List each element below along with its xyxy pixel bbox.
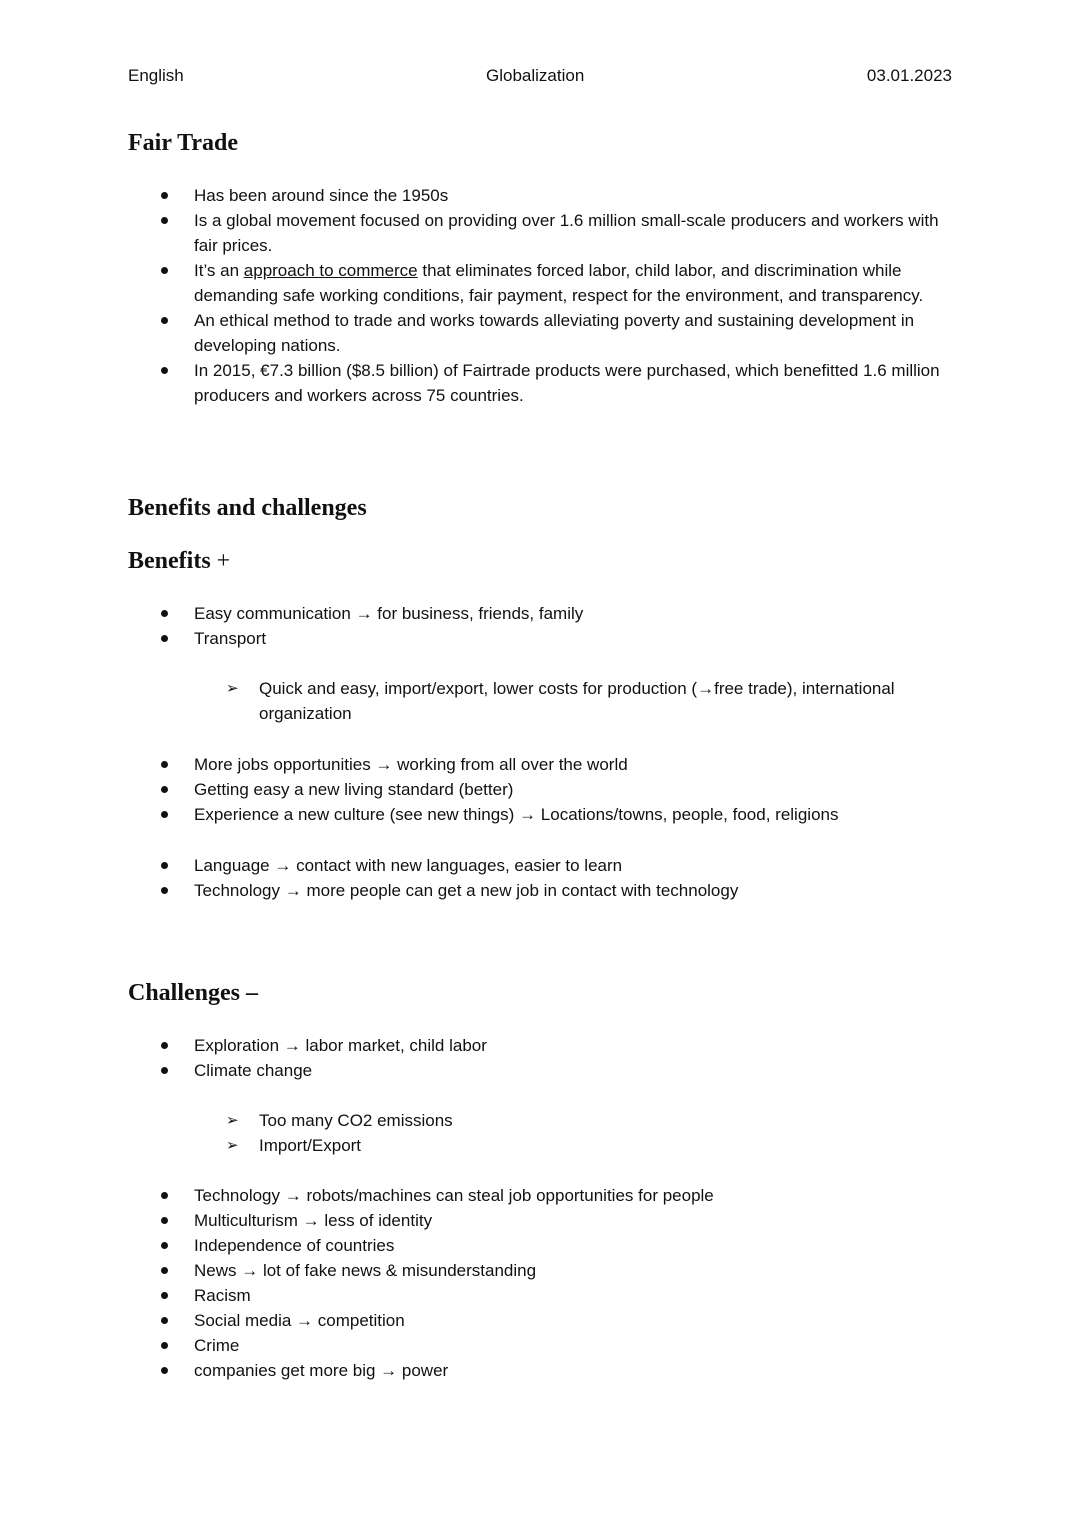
challenges-heading [128,979,258,1007]
minus-symbol: – [246,980,259,1006]
list-item: Multiculturism → less of identity [128,1208,958,1233]
list-item: An ethical method to trade and works towards alleviating poverty and sustaining development in developing nations. [128,308,958,358]
challenges-list-2 [128,1183,958,1383]
benefits-list-1 [128,601,958,651]
header-topic: Globalization [486,66,585,85]
header-date: 03.01.2023 [866,66,952,85]
list-item: Has been around since the 1950s [128,183,958,208]
list-item: Language → contact with new languages, easier to learn [128,853,958,878]
sub-list-item: ➢ Import/Export [226,1133,926,1158]
fair-trade-heading: Fair Trade [128,130,238,156]
list-item: Experience a new culture (see new things) → Locations/towns, people, food, religions [128,802,958,827]
list-item: companies get more big → power [128,1358,958,1383]
list-item: Easy communication → for business, friends, family [128,601,958,626]
list-item: Independence of countries [128,1233,958,1258]
list-item: Technology → more people can get a new job in contact with technology [128,878,958,903]
benefits-list-3 [128,853,958,903]
list-item: Racism [128,1283,958,1308]
list-item: Technology → robots/machines can steal job opportunities for people [128,1183,958,1208]
list-item [128,258,958,308]
list-item: Transport [128,626,958,651]
sub-list-item: ➢ Quick and easy, import/export, lower costs for production (→free trade), international organization [226,676,926,726]
list-item: Exploration → labor market, child labor [128,1033,958,1058]
list-item: Getting easy a new living standard (better) [128,777,958,802]
benefits-list-2 [128,752,958,827]
fair-trade-list [128,183,958,408]
item-text: It’s an [194,261,244,280]
plus-symbol: + [216,548,231,574]
transport-sublist [226,676,926,726]
list-item: More jobs opportunities → working from all over the world [128,752,958,777]
list-item: Social media → competition [128,1308,958,1333]
approach-to-commerce-link[interactable]: approach to commerce [243,261,418,280]
challenges-heading-text: Challenges [128,980,241,1006]
list-item: Is a global movement focused on providing over 1.6 million small-scale producers and workers with fair prices. [128,208,958,258]
benefits-challenges-heading: Benefits and challenges [128,495,367,521]
list-item: News → lot of fake news & misunderstanding [128,1258,958,1283]
sub-list-item: ➢ Too many CO2 emissions [226,1108,926,1133]
benefits-heading [128,547,230,575]
item-text: that eliminates forced labor, child labor, and discrimination while demanding safe working conditions, fair payment, respect for the environment, and transparency. [194,261,924,305]
challenges-list-1 [128,1033,958,1083]
list-item: Crime [128,1333,958,1358]
header-subject: English [128,66,184,85]
climate-change-sublist [226,1108,926,1158]
list-item: In 2015, €7.3 billion ($8.5 billion) of Fairtrade products were purchased, which benefitted 1.6 million producers and workers across 75 countries. [128,358,958,408]
list-item: Climate change [128,1058,958,1083]
benefits-heading-text: Benefits [128,548,211,574]
